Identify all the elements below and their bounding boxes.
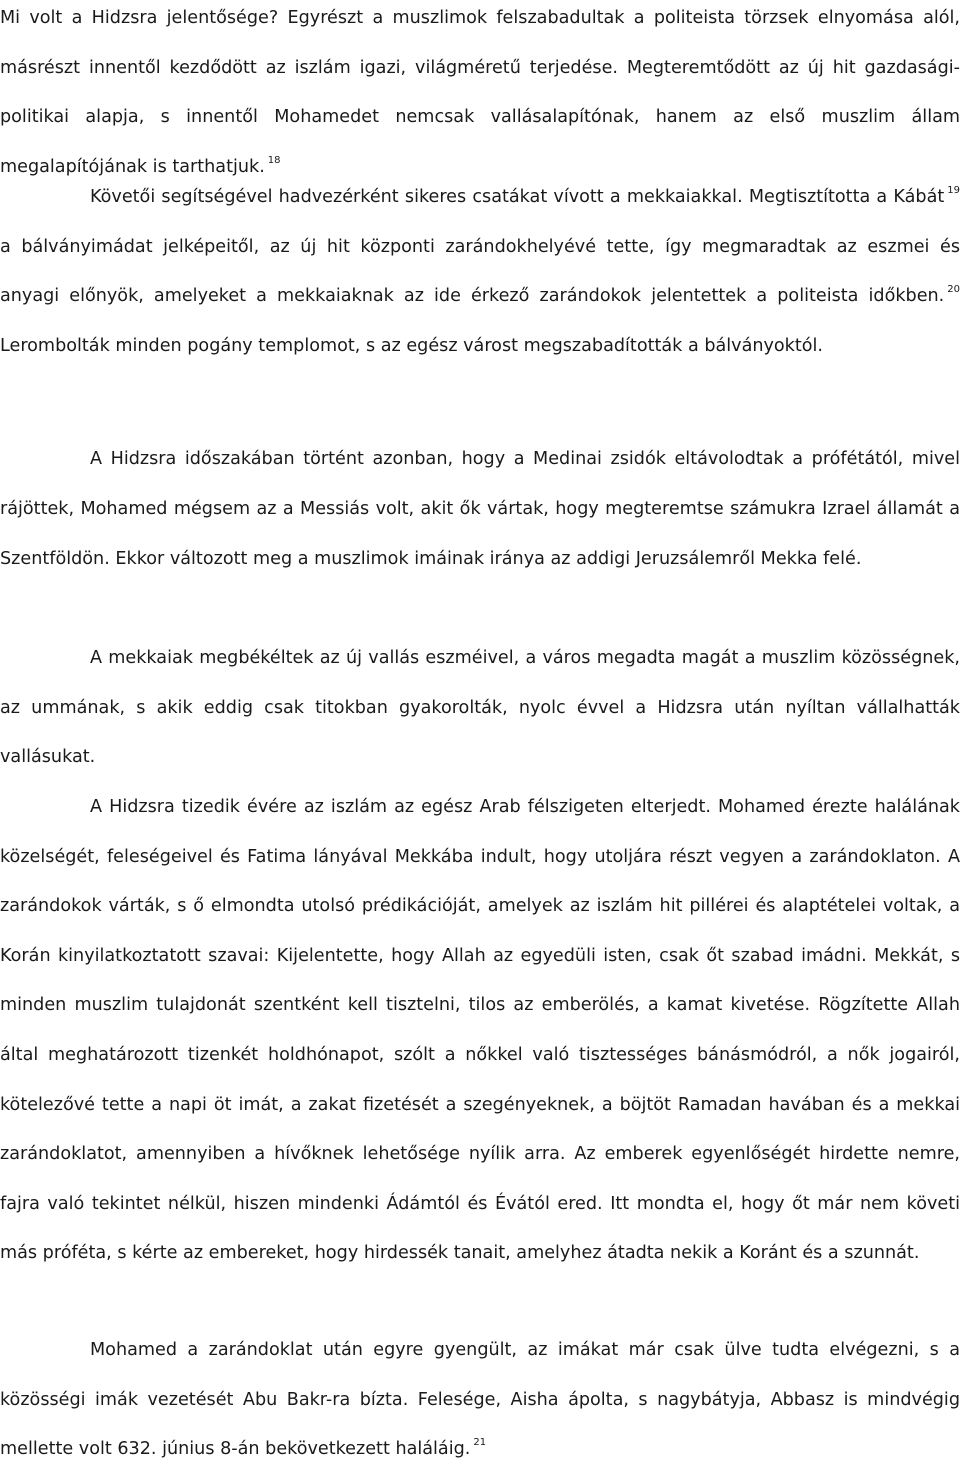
paragraph-text: Mohamed a zarándoklat után egyre gyengült, az imákat már csak ülve tudta elvégezni, s a közösségi imák vezetését Abu Bakr-ra bízta. Felesége, Aisha ápolta, s nagybátyja, Abbasz is mindvégig mellette volt 632. június 8-án bekövetkezett haláláig.	[0, 1340, 960, 1459]
paragraph-text: A Hidzsra időszakában történt azonban, hogy a Medinai zsidók eltávolodtak a prófétától, mivel rájöttek, Mohamed mégsem az a Messiás volt, akit ők vártak, hogy megteremtse számukra Izrael államát a Szentföldön. Ekkor változott meg a muszlimok imáinak iránya az addigi Jeruzsálemről Mekka felé.	[0, 449, 960, 569]
paragraph-text: A mekkaiak megbékéltek az új vallás eszméivel, a város megadta magát a muszlim közösségnek, az ummának, s akik eddig csak titokban gyakorolták, nyolc évvel a Hidzsra után nyíltan vállalhatták vallásukat.	[0, 648, 960, 767]
footnote-ref-19[interactable]: 19	[947, 185, 960, 196]
paragraph-medina-jews	[0, 434, 960, 584]
footnote-ref-18[interactable]: 18	[267, 154, 281, 166]
paragraph-final-sermon	[0, 783, 960, 1279]
paragraph-kaaba-cleansing	[0, 173, 960, 371]
paragraph-text: Mi volt a Hidzsra jelentősége? Egyrészt a muszlimok felszabadultak a politeista törzsek elnyomása alól, másrészt innentől kezdődött az iszlám igazi, világméretű terjedése. Megteremtődött az új hit gazdasági-politikai alapja, s innentől Mohamedet nemcsak vallásalapítónak, hanem az első muszlim állam megalapítójának is tarthatjuk.	[0, 8, 960, 177]
paragraph-text: Követői segítségével hadvezérként sikeres csatákat vívott a mekkaiakkal. Megtisztította a Kábát	[90, 187, 945, 207]
footnote-ref-20[interactable]: 20	[947, 284, 960, 295]
paragraph-hidzsra-significance	[0, 0, 960, 192]
paragraph-death	[0, 1326, 960, 1475]
paragraph-mecca-reconciliation	[0, 634, 960, 783]
paragraph-text: Lerombolták minden pogány templomot, s az egész várost megszabadították a bálványoktól.	[0, 335, 824, 356]
paragraph-text: a bálványimádat jelképeitől, az új hit központi zarándokhelyévé tette, így megmaradtak az eszmei és anyagi előnyök, amelyeket a mekkaiaknak az ide érkező zarándokok jelentettek a politeista időkben.	[0, 236, 960, 306]
paragraph-text: A Hidzsra tizedik évére az iszlám az egész Arab félszigeten elterjedt. Mohamed érezte halálának közelségét, feleségeivel és Fatima lányával Mekkába indult, hogy utoljára részt vegyen a zarándoklaton. A zarándokok várták, s ő elmondta utolsó prédikációját, amelyek az iszlám hit pillérei és alaptételei voltak, a Korán kinyilatkoztatott szavai: Kijelentette, hogy Allah az egyedüli isten, csak őt szabad imádni. Mekkát, s minden muszlim tulajdonát szentként kell tisztelni, tilos az emberölés, a kamat kivetése. Rögzítette Allah által meghatározott tizenkét holdhónapot, szólt a nőkkel való tisztességes bánásmódról, a nők jogairól, kötelezővé tette a napi öt imát, a zakat fizetését a szegényeknek, a böjtöt Ramadan havában és a mekkai zarándoklatot, amennyiben a hívőknek lehetősége nyílik arra. Az emberek egyenlőségét hirdette nemre, fajra való tekintet nélkül, hiszen mindenki Ádámtól és Évától ered. Itt mondta el, hogy őt már nem követi más próféta, s kérte az embereket, hogy hirdessék tanait, amelyhez átadta nekik a Koránt és a szunnát.	[0, 797, 960, 1264]
footnote-ref-21[interactable]: 21	[473, 1437, 487, 1448]
